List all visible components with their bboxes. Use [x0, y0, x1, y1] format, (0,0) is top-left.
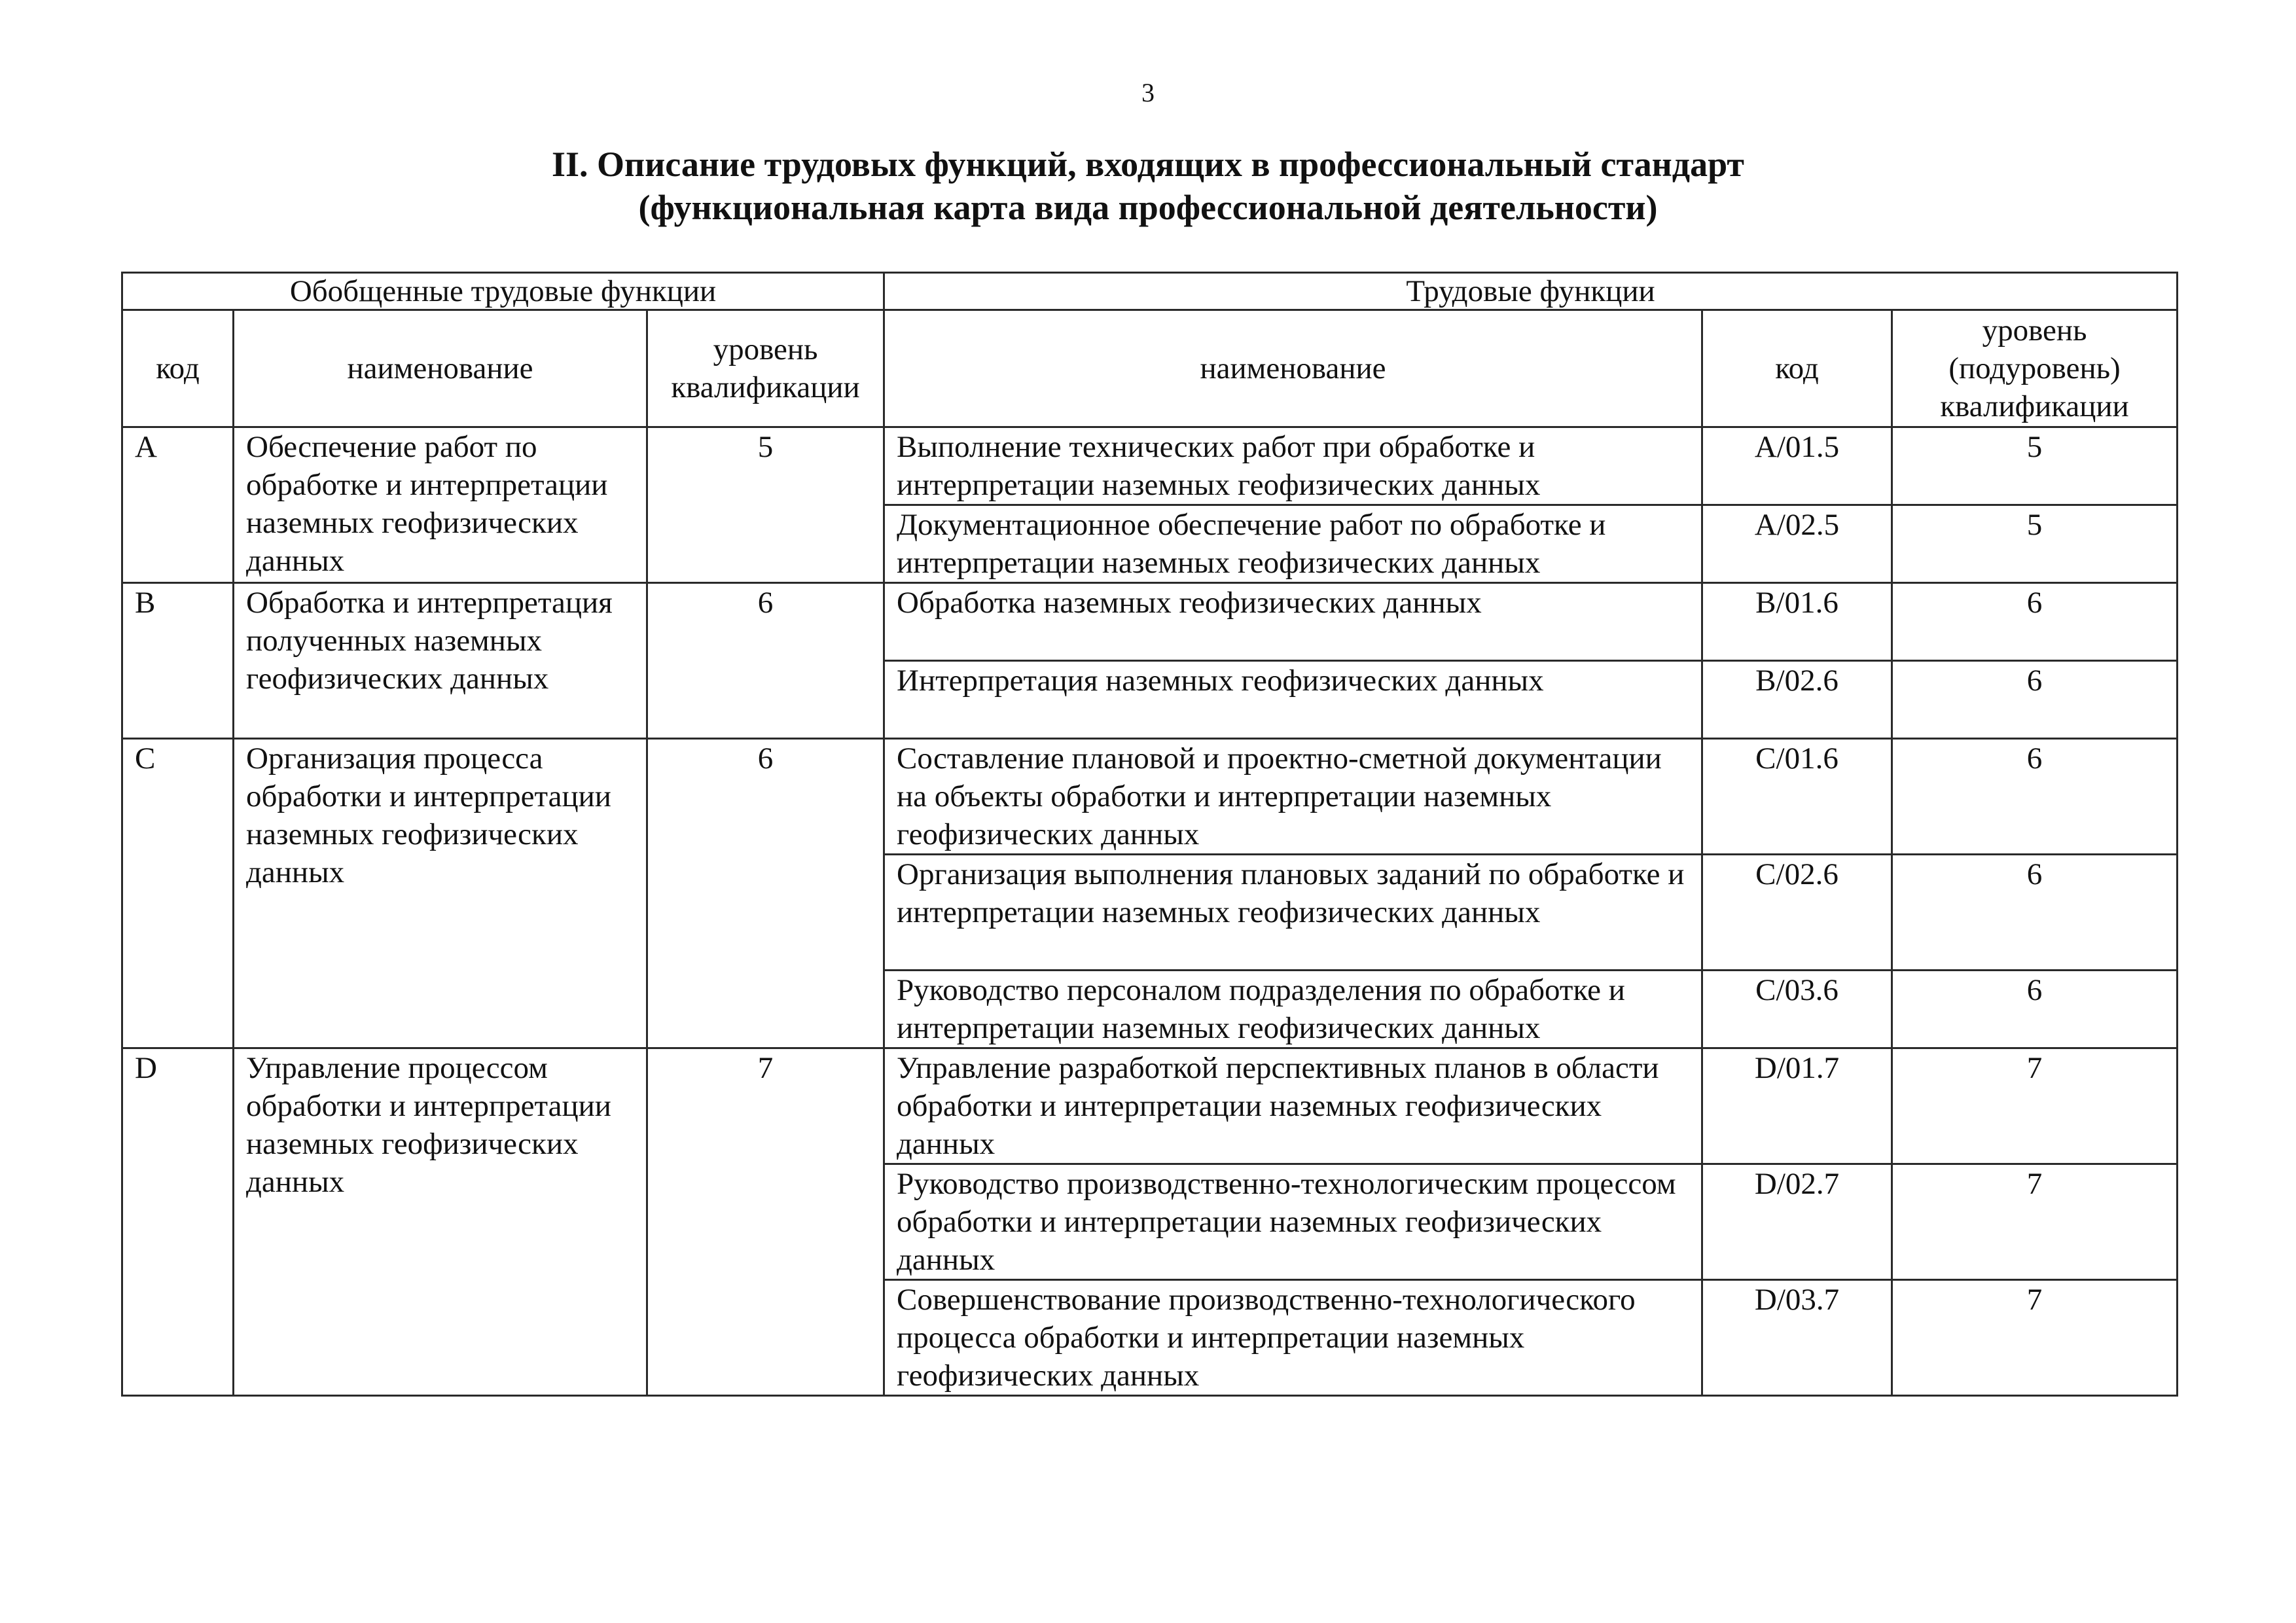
- labor-function-level: 7: [1892, 1048, 2178, 1164]
- labor-function-code: B/02.6: [1702, 661, 1892, 739]
- header-function-name: наименование: [884, 310, 1702, 427]
- generalized-function-code: D: [122, 1048, 234, 1396]
- labor-function-code: C/01.6: [1702, 739, 1892, 855]
- labor-function-name: Интерпретация наземных геофизических данных: [884, 661, 1702, 739]
- generalized-function-code: C: [122, 739, 234, 1048]
- generalized-function-name: Обеспечение работ по обработке и интерпретации наземных геофизических данных: [234, 427, 647, 583]
- generalized-function-name: Организация процесса обработки и интерпретации наземных геофизических данных: [234, 739, 647, 1048]
- header-qualification-level: уровень квалификации: [647, 310, 884, 427]
- labor-function-code: C/03.6: [1702, 971, 1892, 1048]
- table-row: [122, 427, 2178, 505]
- labor-function-level: 5: [1892, 505, 2178, 583]
- header-labor-functions: Трудовые функции: [884, 273, 2178, 310]
- generalized-function-code: A: [122, 427, 234, 583]
- labor-function-name: Руководство персоналом подразделения по обработке и интерпретации наземных геофизических данных: [884, 971, 1702, 1048]
- labor-function-name: Руководство производственно-технологическим процессом обработки и интерпретации наземных геофизических данных: [884, 1164, 1702, 1280]
- labor-function-name: Документационное обеспечение работ по обработке и интерпретации наземных геофизических данных: [884, 505, 1702, 583]
- header-generalized-functions: Обобщенные трудовые функции: [122, 273, 884, 310]
- labor-function-name: Совершенствование производственно-технологического процесса обработки и интерпретации наземных геофизических данных: [884, 1280, 1702, 1396]
- labor-function-level: 6: [1892, 583, 2178, 661]
- labor-function-code: A/01.5: [1702, 427, 1892, 505]
- generalized-function-level: 6: [647, 583, 884, 739]
- labor-function-level: 7: [1892, 1280, 2178, 1396]
- section-title-line-1: II. Описание трудовых функций, входящих в профессиональный стандарт: [552, 145, 1744, 184]
- labor-function-name: Составление плановой и проектно-сметной документации на объекты обработки и интерпретации наземных геофизических данных: [884, 739, 1702, 855]
- labor-function-level: 6: [1892, 855, 2178, 971]
- group-header-row: [122, 273, 2178, 310]
- header-code: код: [122, 310, 234, 427]
- column-header-row: [122, 310, 2178, 427]
- labor-function-level: 6: [1892, 971, 2178, 1048]
- functional-map-table: [121, 272, 2178, 1397]
- table-row: [122, 583, 2178, 661]
- labor-function-name: Обработка наземных геофизических данных: [884, 583, 1702, 661]
- labor-function-code: B/01.6: [1702, 583, 1892, 661]
- section-title-line-2: (функциональная карта вида профессиональной деятельности): [638, 188, 1658, 227]
- table-row: [122, 1048, 2178, 1164]
- section-title: [0, 143, 2296, 229]
- page-number: 3: [1141, 78, 1155, 107]
- table-row: [122, 739, 2178, 855]
- generalized-function-level: 7: [647, 1048, 884, 1396]
- labor-function-name: Организация выполнения плановых заданий по обработке и интерпретации наземных геофизических данных: [884, 855, 1702, 971]
- labor-function-code: A/02.5: [1702, 505, 1892, 583]
- labor-function-code: D/01.7: [1702, 1048, 1892, 1164]
- labor-function-name: Управление разработкой перспективных планов в области обработки и интерпретации наземных геофизических данных: [884, 1048, 1702, 1164]
- header-name: наименование: [234, 310, 647, 427]
- generalized-function-level: 6: [647, 739, 884, 1048]
- generalized-function-name: Управление процессом обработки и интерпретации наземных геофизических данных: [234, 1048, 647, 1396]
- header-sublevel: уровень (подуровень) квалификации: [1892, 310, 2178, 427]
- labor-function-level: 6: [1892, 739, 2178, 855]
- labor-function-code: D/03.7: [1702, 1280, 1892, 1396]
- generalized-function-level: 5: [647, 427, 884, 583]
- generalized-function-code: B: [122, 583, 234, 739]
- labor-function-level: 5: [1892, 427, 2178, 505]
- labor-function-code: C/02.6: [1702, 855, 1892, 971]
- generalized-function-name: Обработка и интерпретация полученных наземных геофизических данных: [234, 583, 647, 739]
- labor-function-level: 7: [1892, 1164, 2178, 1280]
- labor-function-level: 6: [1892, 661, 2178, 739]
- header-function-code: код: [1702, 310, 1892, 427]
- labor-function-name: Выполнение технических работ при обработке и интерпретации наземных геофизических данных: [884, 427, 1702, 505]
- labor-function-code: D/02.7: [1702, 1164, 1892, 1280]
